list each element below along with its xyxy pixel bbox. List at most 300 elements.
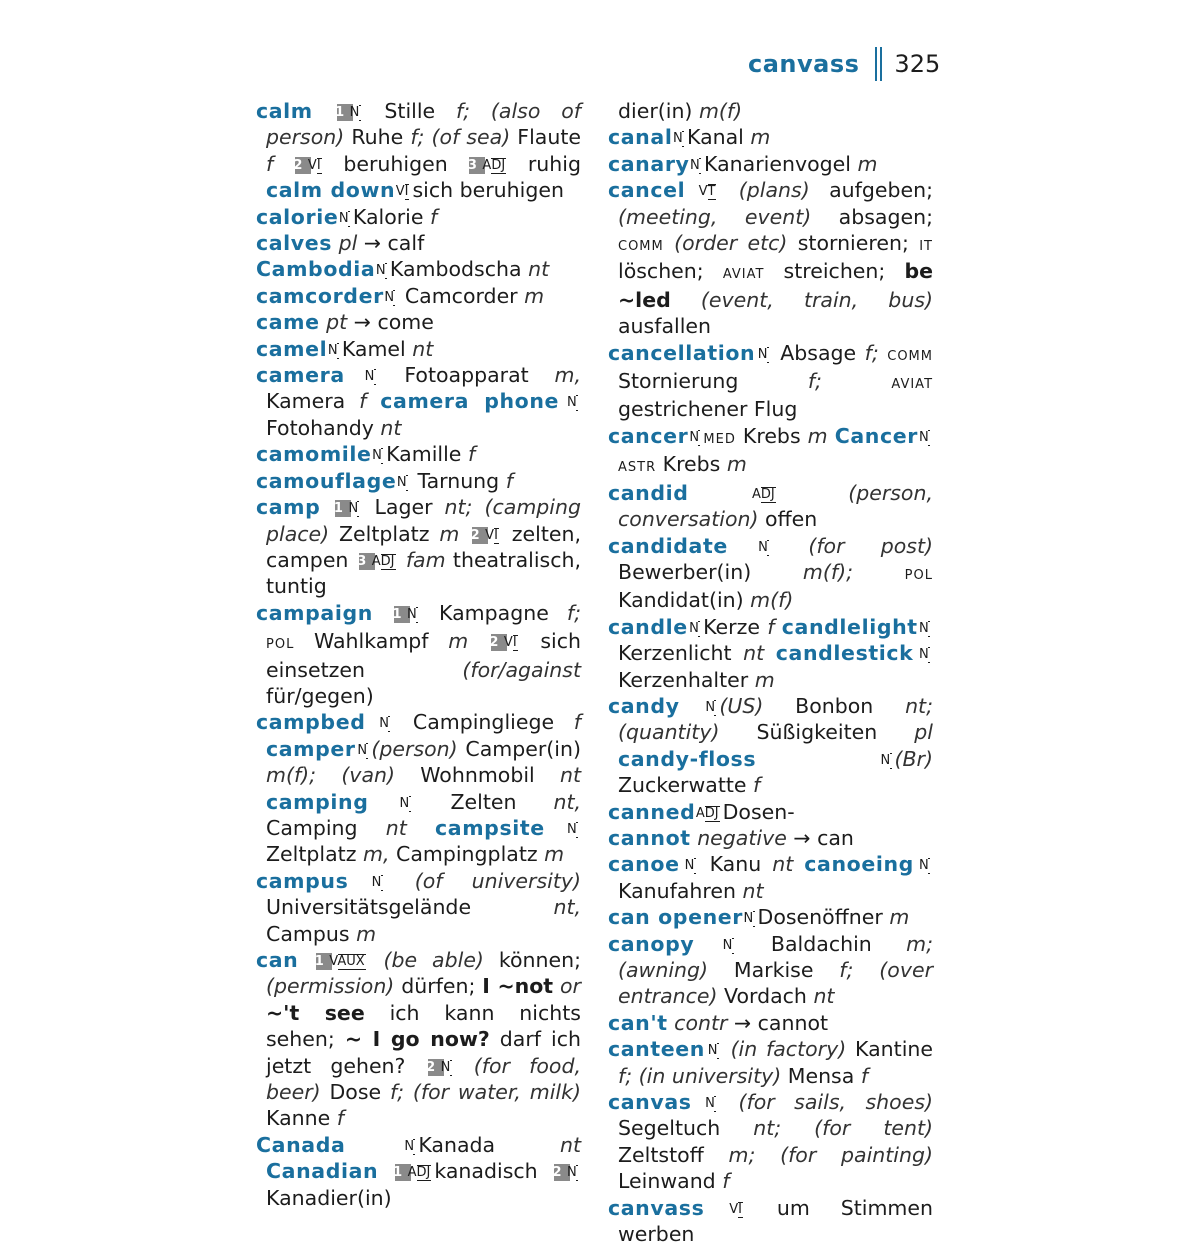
pos-label: N	[384, 289, 395, 305]
gender: nt	[380, 415, 402, 440]
translation: Fotoapparat	[378, 363, 555, 388]
gloss: (person)	[371, 736, 458, 761]
translation: Wohnmobil	[395, 763, 560, 788]
sense-number: 1	[395, 1164, 411, 1181]
pos-label: N	[880, 752, 891, 768]
translation: Dosenöffner	[757, 905, 890, 930]
headword: campsite	[435, 815, 545, 840]
translation: theatralisch, tuntig	[266, 547, 581, 599]
headword: calorie	[256, 204, 339, 229]
entry-cambodia	[256, 256, 581, 282]
entry-campaign	[256, 600, 581, 710]
translation: löschen;	[618, 259, 723, 284]
translation: Leinwand	[618, 1169, 723, 1194]
gender: m,	[554, 363, 581, 388]
headword: camera phone	[380, 389, 560, 414]
pos-label: VI	[307, 157, 321, 173]
headword: candle	[608, 614, 688, 639]
pos-label: N	[567, 821, 577, 837]
headword: camper	[266, 736, 356, 761]
gloss: m; (for painting)	[728, 1142, 933, 1167]
pos-label: N	[705, 1096, 715, 1112]
gender: f	[266, 151, 274, 176]
translation: Kantine	[846, 1037, 933, 1062]
translation: Bonbon	[763, 693, 906, 718]
translation: Kampagne	[421, 600, 567, 625]
translation: sich beruhigen	[412, 178, 564, 203]
translation: Kanadier(in)	[266, 1185, 392, 1210]
translation: Krebs	[735, 423, 808, 448]
headword: camp	[256, 495, 321, 520]
entry-canvass	[608, 1195, 933, 1247]
gender: f	[505, 468, 513, 493]
headword: came	[256, 310, 320, 335]
translation: Camping	[266, 815, 386, 840]
entry-cancellation	[608, 340, 933, 423]
entry-canoe	[608, 851, 933, 904]
pos-label: N	[567, 1165, 577, 1181]
gender: f;	[566, 600, 581, 625]
gender: m	[857, 151, 878, 176]
headword: camel	[256, 336, 328, 361]
entry-calves	[256, 230, 581, 256]
example: ~'t see	[266, 1000, 365, 1025]
pos-label: N	[404, 1138, 415, 1154]
headword: canned	[608, 799, 696, 824]
headword: can't	[608, 1010, 668, 1035]
headword: camcorder	[256, 283, 384, 308]
gloss: f; (of sea)	[410, 125, 511, 150]
translation: kanadisch	[434, 1159, 551, 1184]
headword: canvass	[608, 1195, 705, 1220]
entry-campus	[256, 868, 581, 947]
entry-canvas	[608, 1089, 933, 1195]
translation: Segeltuch	[618, 1116, 754, 1141]
translation: Mensa	[781, 1063, 861, 1088]
gloss: (event, train, bus)	[670, 287, 933, 312]
gender: nt	[772, 852, 805, 877]
translation: Stornierung	[618, 369, 808, 394]
entry-can	[256, 947, 581, 1132]
cross-reference: → come	[347, 310, 434, 335]
entry-canteen	[608, 1036, 933, 1089]
pos-label: N	[689, 429, 700, 445]
translation: Tarnung	[410, 468, 506, 493]
entry-camp	[256, 494, 581, 600]
translation: Kanada	[418, 1132, 560, 1157]
translation: Ruhe	[344, 125, 411, 150]
entry-canned	[608, 799, 933, 825]
sense-number: 1	[316, 953, 332, 970]
pos-label: N	[399, 795, 410, 811]
gloss: (for post)	[772, 533, 933, 558]
headword: canopy	[608, 931, 695, 956]
gender: nt	[813, 984, 835, 1009]
gender: m	[448, 629, 469, 654]
gloss: (for/against	[462, 657, 581, 682]
headword: canteen	[608, 1037, 705, 1062]
translation: streichen;	[764, 259, 905, 284]
gender: f	[767, 614, 782, 639]
entry-cannot	[608, 825, 933, 851]
translation: Camper(in)	[457, 736, 581, 761]
gender: nt	[742, 878, 764, 903]
cross-reference: → can	[786, 825, 854, 850]
translation: Kerzenlicht	[618, 641, 744, 666]
gender: m(f);	[802, 559, 905, 584]
translation: zelten, campen	[266, 521, 581, 572]
headword: canvas	[608, 1090, 692, 1115]
pos-label: ADJ	[752, 486, 775, 502]
translation: Kamel	[341, 336, 413, 361]
translation: Wahlkampf	[294, 629, 449, 654]
gender: f	[359, 389, 381, 414]
translation: Kanu	[698, 852, 773, 877]
headword: Canadian	[266, 1159, 379, 1184]
gloss: or	[553, 974, 581, 999]
translation: ausfallen	[618, 314, 712, 339]
gender: f	[860, 1063, 869, 1088]
translation: Zuckerwatte	[618, 773, 754, 798]
running-head-word: canvass	[748, 50, 860, 78]
translation: Kambodscha	[389, 257, 529, 282]
entry-candidate	[608, 533, 933, 614]
pos-label: VI	[729, 1201, 742, 1217]
headword: Cancer	[834, 423, 918, 448]
pos-label: N	[375, 263, 386, 279]
translation: sich einsetzen	[266, 629, 581, 682]
headword: cannot	[608, 825, 691, 850]
headword: camping	[266, 789, 369, 814]
headword: candy-floss	[618, 746, 757, 771]
pos-label: N	[440, 1059, 451, 1075]
pos-label: VAUX	[329, 954, 365, 969]
field-label: comm	[887, 343, 933, 365]
gloss: (permission)	[266, 974, 395, 999]
gender: m	[726, 452, 747, 477]
cross-reference: → calf	[357, 231, 425, 256]
sense-number: 1	[337, 104, 353, 121]
headword: calves	[256, 231, 333, 256]
translation: aufgeben;	[809, 178, 933, 203]
translation: Fotohandy	[266, 415, 381, 440]
translation: um Stimmen werben	[618, 1195, 933, 1247]
pos-label: N	[327, 342, 338, 358]
translation: Bewerber(in)	[618, 559, 803, 584]
translation: Süßigkeiten	[719, 720, 915, 745]
translation: darf ich jetzt gehen?	[266, 1027, 581, 1078]
gender: f;	[807, 369, 892, 394]
pos-label: VI	[395, 184, 409, 200]
headword: candlestick	[775, 641, 914, 666]
translation: Zelten	[413, 789, 554, 814]
headword: camera	[256, 363, 345, 388]
gloss: f; (for water, milk)	[389, 1080, 581, 1105]
left-column	[256, 98, 581, 1211]
headword: calm down	[266, 178, 396, 203]
gender: m	[754, 667, 775, 692]
grammar: negative	[690, 825, 787, 850]
gender: nt,	[553, 895, 581, 920]
headword: canary	[608, 151, 690, 176]
gender: m	[544, 842, 565, 867]
translation: Kandidat(in)	[618, 588, 751, 613]
headword: Cambodia	[256, 257, 376, 282]
pos-label: N	[349, 105, 360, 120]
entry-came	[256, 309, 581, 335]
header-divider	[875, 47, 882, 81]
gender: m	[750, 125, 771, 150]
headword: campaign	[256, 600, 373, 625]
field-label: med	[703, 426, 736, 448]
gloss: (Br)	[894, 746, 933, 771]
gloss: m; (awning)	[618, 931, 933, 982]
pos-label: N	[757, 346, 768, 362]
entry-can-opener	[608, 904, 933, 930]
pos-label: N	[357, 742, 368, 758]
headword: campus	[256, 868, 349, 893]
translation: Dosen-	[722, 799, 795, 824]
headword: candlelight	[781, 614, 918, 639]
translation: Zeltplatz	[329, 521, 440, 546]
translation: Lager	[362, 495, 445, 520]
headword: campbed	[256, 710, 366, 735]
sense-number: 3	[359, 553, 375, 570]
grammar: contr	[667, 1010, 728, 1035]
gloss: (US)	[719, 693, 764, 718]
gender: f	[722, 1169, 730, 1194]
gender: nt,	[553, 789, 581, 814]
entry-canada	[256, 1132, 581, 1211]
translation: Kanarienvogel	[704, 151, 858, 176]
gender: m(f)	[750, 588, 794, 613]
pos-label: N	[707, 1043, 718, 1059]
gender: nt	[412, 336, 434, 361]
gender: nt	[528, 257, 550, 282]
sense-number: 1	[394, 606, 410, 623]
gloss: (person, conversation)	[618, 480, 933, 532]
translation: Kamera	[266, 389, 360, 414]
translation: dürfen;	[394, 974, 483, 999]
gender: f	[573, 710, 581, 735]
translation: Campingplatz	[389, 842, 545, 867]
register: fam	[398, 547, 446, 572]
entry-camel	[256, 336, 581, 362]
pos-label: ADJ	[695, 805, 719, 821]
headword: cancel	[608, 178, 686, 203]
pos-label: N	[407, 606, 417, 622]
gloss: f; (in university)	[618, 1063, 782, 1088]
headword: can opener	[608, 905, 743, 930]
gloss: nt; (camping place)	[266, 495, 581, 546]
translation: ruhig	[509, 151, 581, 176]
gender: f	[467, 442, 476, 467]
grammar: pl	[332, 231, 358, 256]
field-label: aviat	[722, 262, 765, 284]
cross-reference: → cannot	[727, 1010, 829, 1035]
translation: Zeltstoff	[618, 1142, 729, 1167]
field-label: comm	[618, 234, 664, 256]
gender: m(f)	[698, 99, 743, 123]
gloss: f; (over entrance)	[618, 958, 933, 1009]
grammar: pt	[319, 310, 348, 335]
headword: camomile	[256, 442, 372, 467]
pos-label: N	[690, 157, 700, 173]
field-label: it	[919, 234, 933, 256]
gender: nt	[559, 1132, 581, 1157]
translation: beruhigen	[324, 151, 467, 176]
pos-label: N	[919, 647, 929, 663]
sense-number: 2	[428, 1059, 444, 1076]
gloss: (in factory)	[721, 1037, 847, 1062]
translation: ich kann nichts sehen;	[266, 1000, 581, 1052]
pos-label: N	[379, 716, 389, 732]
headword: canal	[608, 125, 673, 150]
entry-camcorder	[256, 283, 581, 309]
gloss: (for food, beer)	[266, 1053, 581, 1105]
gloss: (be able)	[368, 948, 484, 972]
pos-label: N	[743, 911, 754, 927]
gloss: nt; (quantity)	[618, 693, 933, 745]
pos-label: VT	[698, 184, 716, 200]
entry-candle	[608, 614, 933, 693]
gender: m	[807, 423, 835, 448]
pos-label: N	[567, 395, 577, 411]
entry-continuation	[608, 98, 933, 124]
entry-campbed	[256, 709, 581, 867]
gender: m,	[362, 842, 390, 867]
translation: Kamille	[386, 442, 468, 467]
entry-canopy	[608, 931, 933, 1010]
translation: Vordach	[717, 984, 814, 1009]
entry-camouflage	[256, 468, 581, 494]
translation: Dose	[320, 1080, 390, 1105]
headword: candid	[608, 480, 689, 505]
grammar: pl	[914, 720, 933, 745]
translation: gestrichener Flug	[618, 397, 798, 422]
field-label: aviat	[891, 372, 934, 394]
gloss: f; (also of person)	[266, 99, 581, 150]
translation: Universitätsgelände	[266, 895, 554, 920]
entry-canal	[608, 124, 933, 150]
sense-number: 2	[295, 157, 311, 174]
pos-label: N	[722, 937, 733, 953]
sense-number: 2	[554, 1164, 570, 1181]
translation: Absage	[771, 340, 865, 365]
sense-number: 2	[491, 634, 507, 651]
headword: canoe	[608, 852, 680, 877]
translation: Markise	[708, 958, 840, 982]
headword: cancer	[608, 423, 689, 448]
translation: Kerze	[703, 614, 768, 639]
translation: stornieren;	[787, 231, 920, 256]
pos-label: N	[705, 699, 716, 715]
entry-cancel	[608, 177, 933, 339]
entry-cant	[608, 1010, 933, 1036]
translation: für/gegen)	[266, 683, 374, 708]
gender: f;	[864, 340, 888, 365]
gloss: (of university)	[385, 868, 581, 893]
translation: dier(in)	[618, 99, 699, 123]
pos-label: ADJ	[407, 1165, 431, 1181]
gender: f	[430, 204, 438, 229]
gloss: m(f); (van)	[266, 763, 395, 788]
gender: m	[356, 921, 377, 946]
translation: Kalorie	[352, 204, 431, 229]
running-header	[748, 44, 940, 84]
pos-label: N	[348, 501, 359, 517]
headword: canoeing	[804, 852, 914, 877]
pos-label: ADJ	[482, 157, 506, 173]
translation: Campingliege	[393, 710, 574, 735]
gloss: (order etc)	[663, 231, 788, 256]
translation: Campus	[266, 921, 357, 946]
gender: nt	[559, 763, 581, 788]
pos-label: ADJ	[371, 553, 395, 569]
pos-label: N	[371, 874, 382, 890]
pos-label: N	[918, 429, 929, 445]
pos-label: N	[338, 210, 349, 226]
entry-cancer	[608, 423, 933, 480]
gender: f	[336, 1106, 344, 1131]
pos-label: N	[396, 474, 407, 490]
headword: calm	[256, 99, 313, 123]
translation: Zeltplatz	[266, 842, 363, 867]
pos-label: N	[918, 858, 929, 874]
headword: camouflage	[256, 468, 397, 493]
gender: f	[753, 773, 761, 798]
entry-camomile	[256, 441, 581, 467]
gloss: (plans)	[719, 178, 810, 203]
page-number: 325	[894, 50, 941, 78]
pos-label: N	[689, 620, 699, 636]
entry-candy	[608, 693, 933, 799]
translation: Kerzenhalter	[618, 667, 755, 692]
headword: can	[256, 948, 299, 972]
translation: absagen;	[811, 204, 933, 229]
field-label: pol	[266, 632, 295, 654]
sense-number: 3	[469, 157, 485, 174]
gloss: nt; (for tent)	[753, 1116, 933, 1141]
translation: Kanufahren	[618, 878, 743, 903]
headword: Canada	[256, 1132, 346, 1157]
entry-candid	[608, 480, 933, 533]
pos-label: N	[684, 858, 695, 874]
headword: cancellation	[608, 340, 756, 365]
field-label: pol	[904, 562, 933, 584]
translation: offen	[758, 507, 818, 532]
gender: m	[439, 521, 460, 546]
entry-canary	[608, 151, 933, 177]
headword: candidate	[608, 533, 728, 558]
pos-label: N	[372, 448, 382, 464]
entry-camera	[256, 362, 581, 441]
sense-number: 1	[335, 500, 351, 517]
headword: candy	[608, 693, 680, 718]
translation: Flaute	[510, 125, 581, 150]
pos-label: N	[364, 369, 375, 385]
translation: Baldachin	[736, 931, 907, 956]
entry-calm	[256, 98, 581, 204]
translation: Camcorder	[398, 283, 525, 308]
gloss: (for sails, shoes)	[719, 1090, 933, 1115]
gender: nt	[743, 641, 776, 666]
pos-label: N	[758, 539, 768, 555]
example: be ~led	[618, 259, 934, 312]
gloss: (meeting, event)	[618, 204, 812, 229]
pos-label: VI	[503, 635, 517, 651]
example: ~ I go now?	[344, 1027, 490, 1052]
